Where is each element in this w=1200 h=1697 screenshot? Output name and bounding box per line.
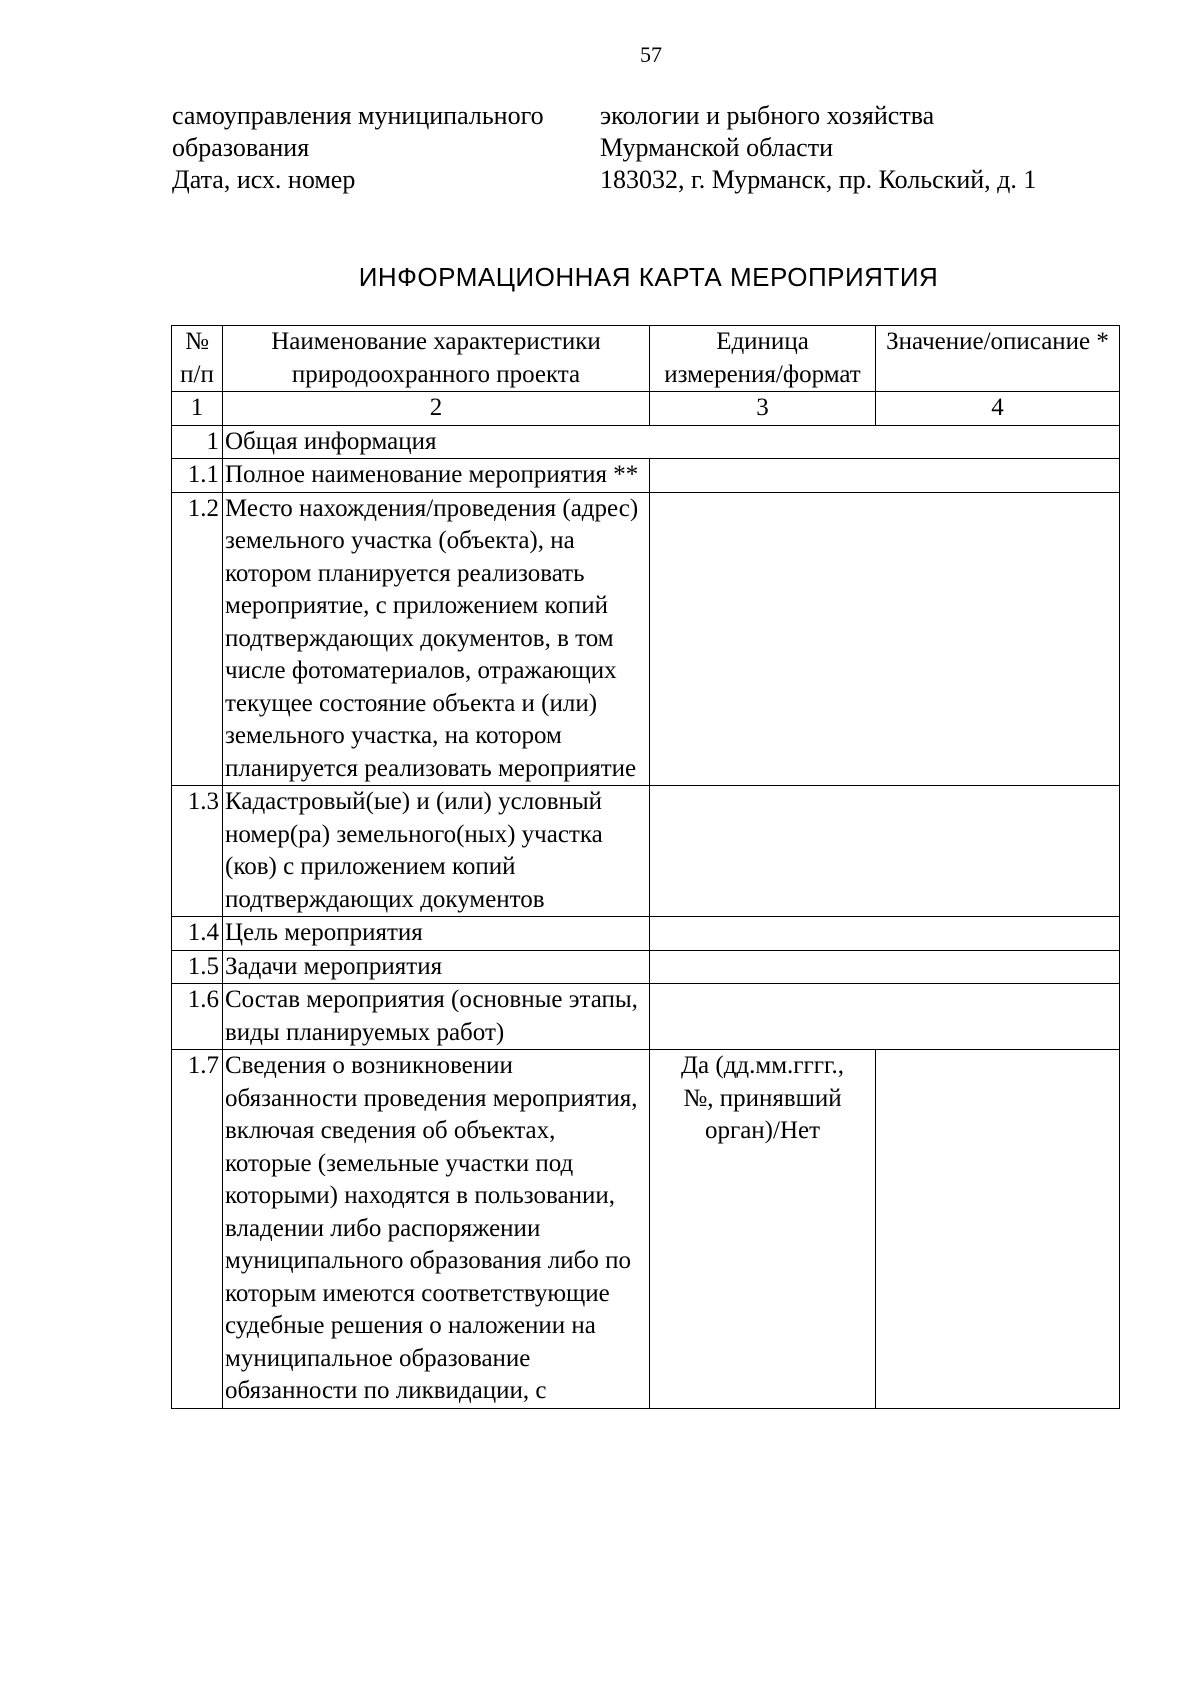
sender-line: образования [172, 133, 310, 162]
row-name: Задачи мероприятия [223, 950, 650, 984]
section-row [172, 425, 1120, 459]
row-number: 1.1 [172, 459, 223, 493]
row-value [650, 786, 1120, 917]
row-name: Цель мероприятия [223, 917, 650, 951]
recipient-block [600, 100, 1120, 196]
section-number: 1 [172, 425, 223, 459]
col-number: 1 [172, 392, 223, 426]
row-number: 1.2 [172, 492, 223, 786]
table-header-row [172, 326, 1120, 392]
row-name: Состав мероприятия (основные этапы, виды планируемых работ) [223, 984, 650, 1050]
table-row [172, 917, 1120, 951]
row-name: Место нахождения/проведения (адрес) земельного участка (объекта), на котором планируется реализовать мероприятие, с приложением копий подтверждающих документов, в том числе фотоматериалов, отражающих текущее состояние объекта и (или) земельного участка, на котором планируется реализовать мероприятие [223, 492, 650, 786]
row-value [650, 984, 1120, 1050]
header-num: № п/п [172, 326, 223, 392]
row-value [650, 917, 1120, 951]
table-row [172, 984, 1120, 1050]
recipient-line: Мурманской области [600, 133, 833, 162]
row-number: 1.3 [172, 786, 223, 917]
row-name: Полное наименование мероприятия ** [223, 459, 650, 493]
recipient-line: экологии и рыбного хозяйства [600, 101, 935, 130]
col-number: 4 [876, 392, 1120, 426]
header-unit: Единица измерения/формат [650, 326, 876, 392]
column-number-row [172, 392, 1120, 426]
sender-line: Дата, исх. номер [172, 165, 356, 194]
table-row [172, 492, 1120, 786]
col-number: 3 [650, 392, 876, 426]
sender-line: самоуправления муниципального [172, 101, 544, 130]
table-row [172, 459, 1120, 493]
row-name: Кадастровый(ые) и (или) условный номер(ра) земельного(ных) участка (ков) с приложением копий подтверждающих документов [223, 786, 650, 917]
recipient-line: 183032, г. Мурманск, пр. Кольский, д. 1 [600, 165, 1037, 194]
row-value [650, 950, 1120, 984]
sender-block [172, 100, 602, 196]
row-number: 1.5 [172, 950, 223, 984]
table-row [172, 950, 1120, 984]
page-number: 57 [640, 42, 662, 67]
row-unit: Да (дд.мм.гггг., №, принявший орган)/Нет [650, 1050, 876, 1409]
row-value [650, 492, 1120, 786]
row-value [876, 1050, 1120, 1409]
table-row [172, 1050, 1120, 1409]
section-title: Общая информация [223, 425, 1120, 459]
info-card-table [171, 325, 1120, 1409]
row-number: 1.6 [172, 984, 223, 1050]
header-value: Значение/описание * [876, 326, 1120, 392]
table-row [172, 786, 1120, 917]
row-name: Сведения о возникновении обязанности проведения мероприятия, включая сведения об объектах, которые (земельные участки под которыми) находятся в пользовании, владении либо распоряжении муниципального образования либо по которым имеются соответствующие судебные решения о наложении на муниципальное образование обязанности по ликвидации, с [223, 1050, 650, 1409]
row-number: 1.4 [172, 917, 223, 951]
row-number: 1.7 [172, 1050, 223, 1409]
row-value [650, 459, 1120, 493]
header-name: Наименование характеристики природоохранного проекта [223, 326, 650, 392]
col-number: 2 [223, 392, 650, 426]
document-title: ИНФОРМАЦИОННАЯ КАРТА МЕРОПРИЯТИЯ [358, 262, 939, 292]
